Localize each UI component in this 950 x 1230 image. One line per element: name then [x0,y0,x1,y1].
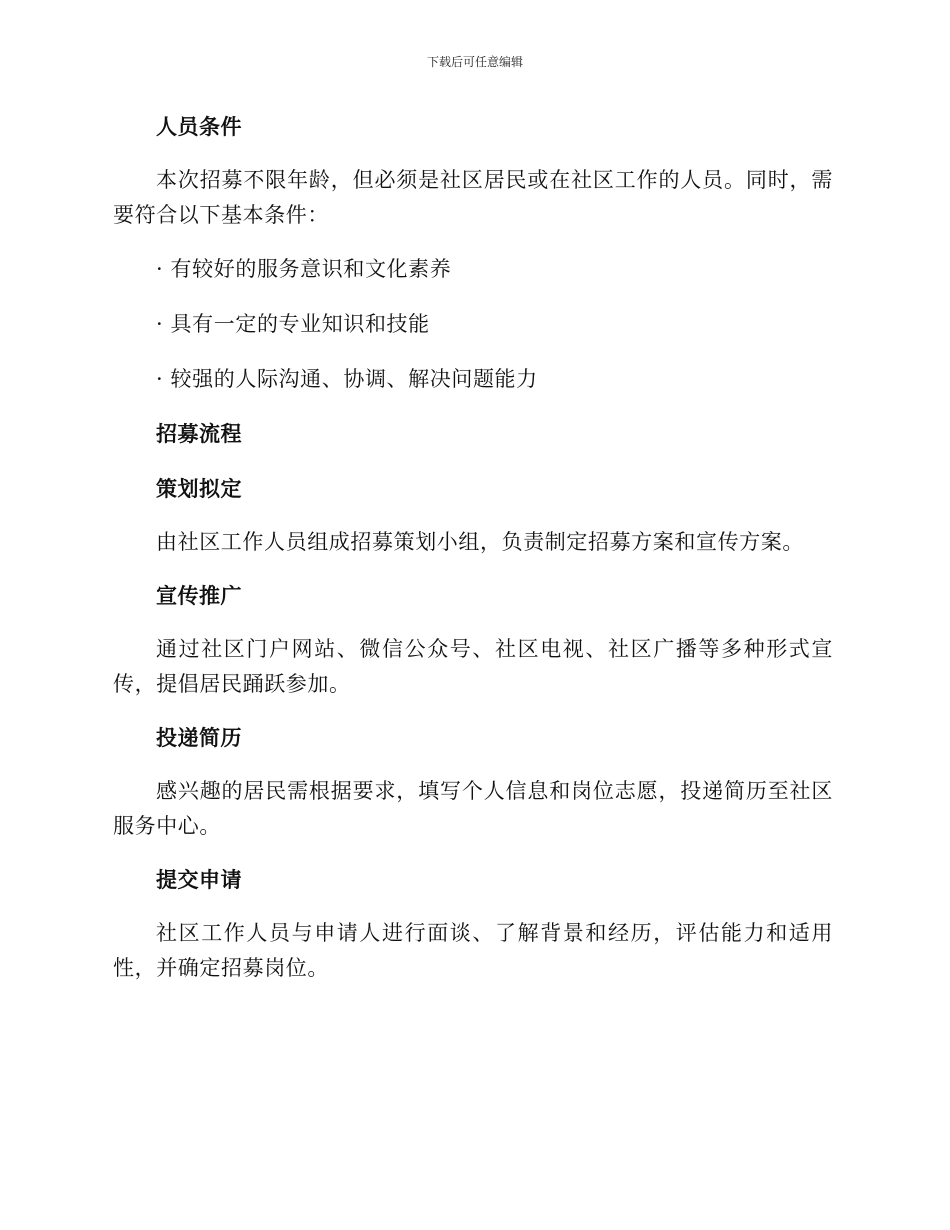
bullet-item: · 有较好的服务意识和文化素养 [156,257,452,281]
page-header: 下载后可任意编辑 [426,55,523,69]
step-heading-application: 提交申请 [156,868,242,892]
section-heading-personnel: 人员条件 [156,115,242,139]
step-heading-promotion: 宣传推广 [156,584,242,608]
bullet-item: · 较强的人际沟通、协调、解决问题能力 [156,367,538,391]
section-heading-process: 招募流程 [156,422,242,446]
step-paragraph-application: 社区工作人员与申请人进行面谈、了解背景和经历，评估能力和适用性，并确定招募岗位。 [113,921,833,980]
step-paragraph-planning: 由社区工作人员组成招募策划小组，负责制定招募方案和宣传方案。 [156,530,804,554]
step-heading-planning: 策划拟定 [156,477,242,501]
personnel-intro-paragraph: 本次招募不限年龄，但必须是社区居民或在社区工作的人员。同时，需要符合以下基本条件： [113,168,833,227]
step-heading-resume: 投递简历 [156,726,242,750]
step-paragraph-promotion: 通过社区门户网站、微信公众号、社区电视、社区广播等多种形式宣传，提倡居民踊跃参加。 [113,637,833,696]
bullet-item: · 具有一定的专业知识和技能 [156,312,430,336]
document-body [113,108,833,986]
step-paragraph-resume: 感兴趣的居民需根据要求，填写个人信息和岗位志愿，投递简历至社区服务中心。 [113,779,833,838]
